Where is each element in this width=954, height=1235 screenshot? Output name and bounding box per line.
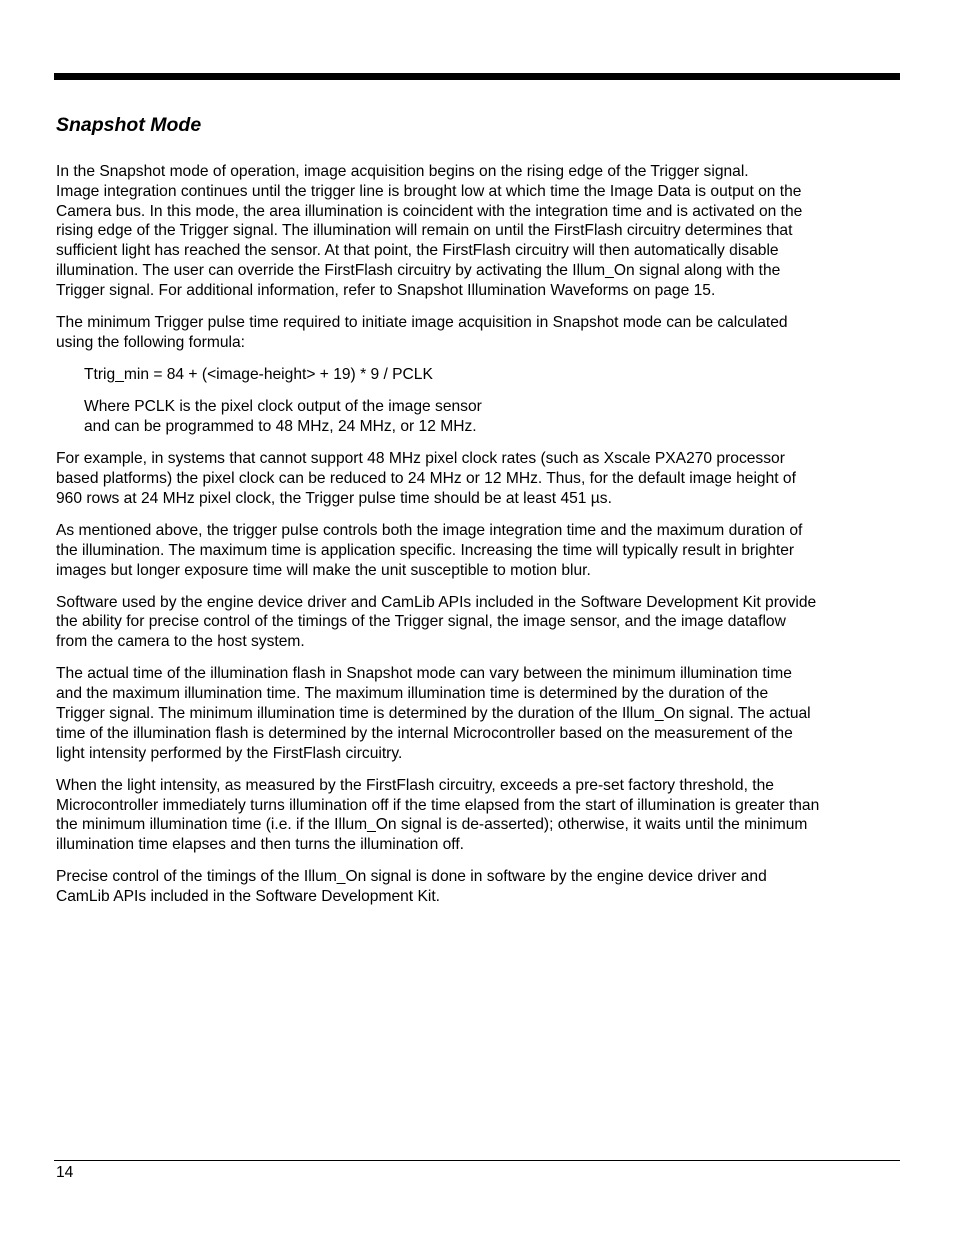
page-number: 14 xyxy=(56,1164,74,1181)
text-line: the minimum illumination time (i.e. if the Illum_On signal is de-asserted); otherwise, it waits until the minimum xyxy=(56,816,808,834)
text-line: Trigger signal. The minimum illumination time is determined by the duration of the Illum_On signal. The actual xyxy=(56,705,811,723)
top-rule xyxy=(54,73,900,80)
text-line: and can be programmed to 48 MHz, 24 MHz, or 12 MHz. xyxy=(84,417,477,435)
text-line: Ttrig_min = 84 + (<image-height> + 19) * 9 / PCLK xyxy=(84,365,433,383)
text-line: Image integration continues until the trigger line is brought low at which time the Image Data is output on the xyxy=(56,182,802,200)
paragraph xyxy=(56,521,902,580)
text-line: Software used by the engine device driver and CamLib APIs included in the Software Development Kit provide xyxy=(56,593,817,611)
text-line: In the Snapshot mode of operation, image acquisition begins on the rising edge of the Trigger signal. xyxy=(56,163,749,180)
paragraph xyxy=(56,313,902,353)
section-heading: Snapshot Mode xyxy=(56,114,202,136)
indented-paragraph xyxy=(56,397,902,437)
text-line: rising edge of the Trigger signal. The illumination will remain on until the FirstFlash circuitry determines that xyxy=(56,222,793,240)
text-line: Camera bus. In this mode, the area illumination is coincident with the integration time and is activated on the xyxy=(56,202,803,220)
text-line: using the following formula: xyxy=(56,333,245,351)
text-line: the illumination. The maximum time is application specific. Increasing the time will typically result in brighter xyxy=(56,541,795,559)
indented-paragraph xyxy=(56,365,902,385)
text-line: and the maximum illumination time. The maximum illumination time is determined by the duration of the xyxy=(56,685,769,703)
text-line: 960 rows at 24 MHz pixel clock, the Trigger pulse time should be at least 451 µs. xyxy=(56,489,612,507)
text-line: images but longer exposure time will make the unit susceptible to motion blur. xyxy=(56,561,591,579)
text-line: Trigger signal. For additional information, refer to Snapshot Illumination Waveforms on page 15. xyxy=(56,281,716,299)
text-line: illumination. The user can override the FirstFlash circuitry by activating the Illum_On signal along with the xyxy=(56,261,781,279)
text-line: sufficient light has reached the sensor. At that point, the FirstFlash circuitry will then automatically disable xyxy=(56,242,779,260)
text-line: As mentioned above, the trigger pulse controls both the image integration time and the maximum duration of xyxy=(56,521,803,539)
text-line: Where PCLK is the pixel clock output of the image sensor xyxy=(84,398,482,416)
text-line: When the light intensity, as measured by the FirstFlash circuitry, exceeds a pre-set factory threshold, the xyxy=(56,776,774,794)
paragraph xyxy=(56,162,902,301)
paragraph xyxy=(56,776,902,855)
text-line: The actual time of the illumination flash in Snapshot mode can vary between the minimum illumination time xyxy=(56,665,792,683)
footer-rule xyxy=(54,1160,900,1161)
text-line: light intensity performed by the FirstFlash circuitry. xyxy=(56,744,403,762)
text-line: Precise control of the timings of the Illum_On signal is done in software by the engine device driver and xyxy=(56,868,767,886)
paragraph xyxy=(56,664,902,763)
text-line: The minimum Trigger pulse time required to initiate image acquisition in Snapshot mode can be calculated xyxy=(56,313,788,331)
paragraph xyxy=(56,867,902,907)
text-line: For example, in systems that cannot support 48 MHz pixel clock rates (such as Xscale PXA270 processor xyxy=(56,450,785,468)
text-line: from the camera to the host system. xyxy=(56,633,305,651)
text-line: Microcontroller immediately turns illumination off if the time elapsed from the start of illumination is greater than xyxy=(56,796,820,814)
text-line: CamLib APIs included in the Software Development Kit. xyxy=(56,888,440,906)
paragraph xyxy=(56,593,902,652)
body-text xyxy=(56,162,902,919)
text-line: time of the illumination flash is determined by the internal Microcontroller based on the measurement of the xyxy=(56,724,793,742)
text-line: the ability for precise control of the timings of the Trigger signal, the image sensor, and the image dataflow xyxy=(56,613,786,631)
paragraph xyxy=(56,449,902,508)
text-line: based platforms) the pixel clock can be reduced to 24 MHz or 12 MHz. Thus, for the default image height of xyxy=(56,469,796,487)
text-line: illumination time elapses and then turns the illumination off. xyxy=(56,836,464,854)
